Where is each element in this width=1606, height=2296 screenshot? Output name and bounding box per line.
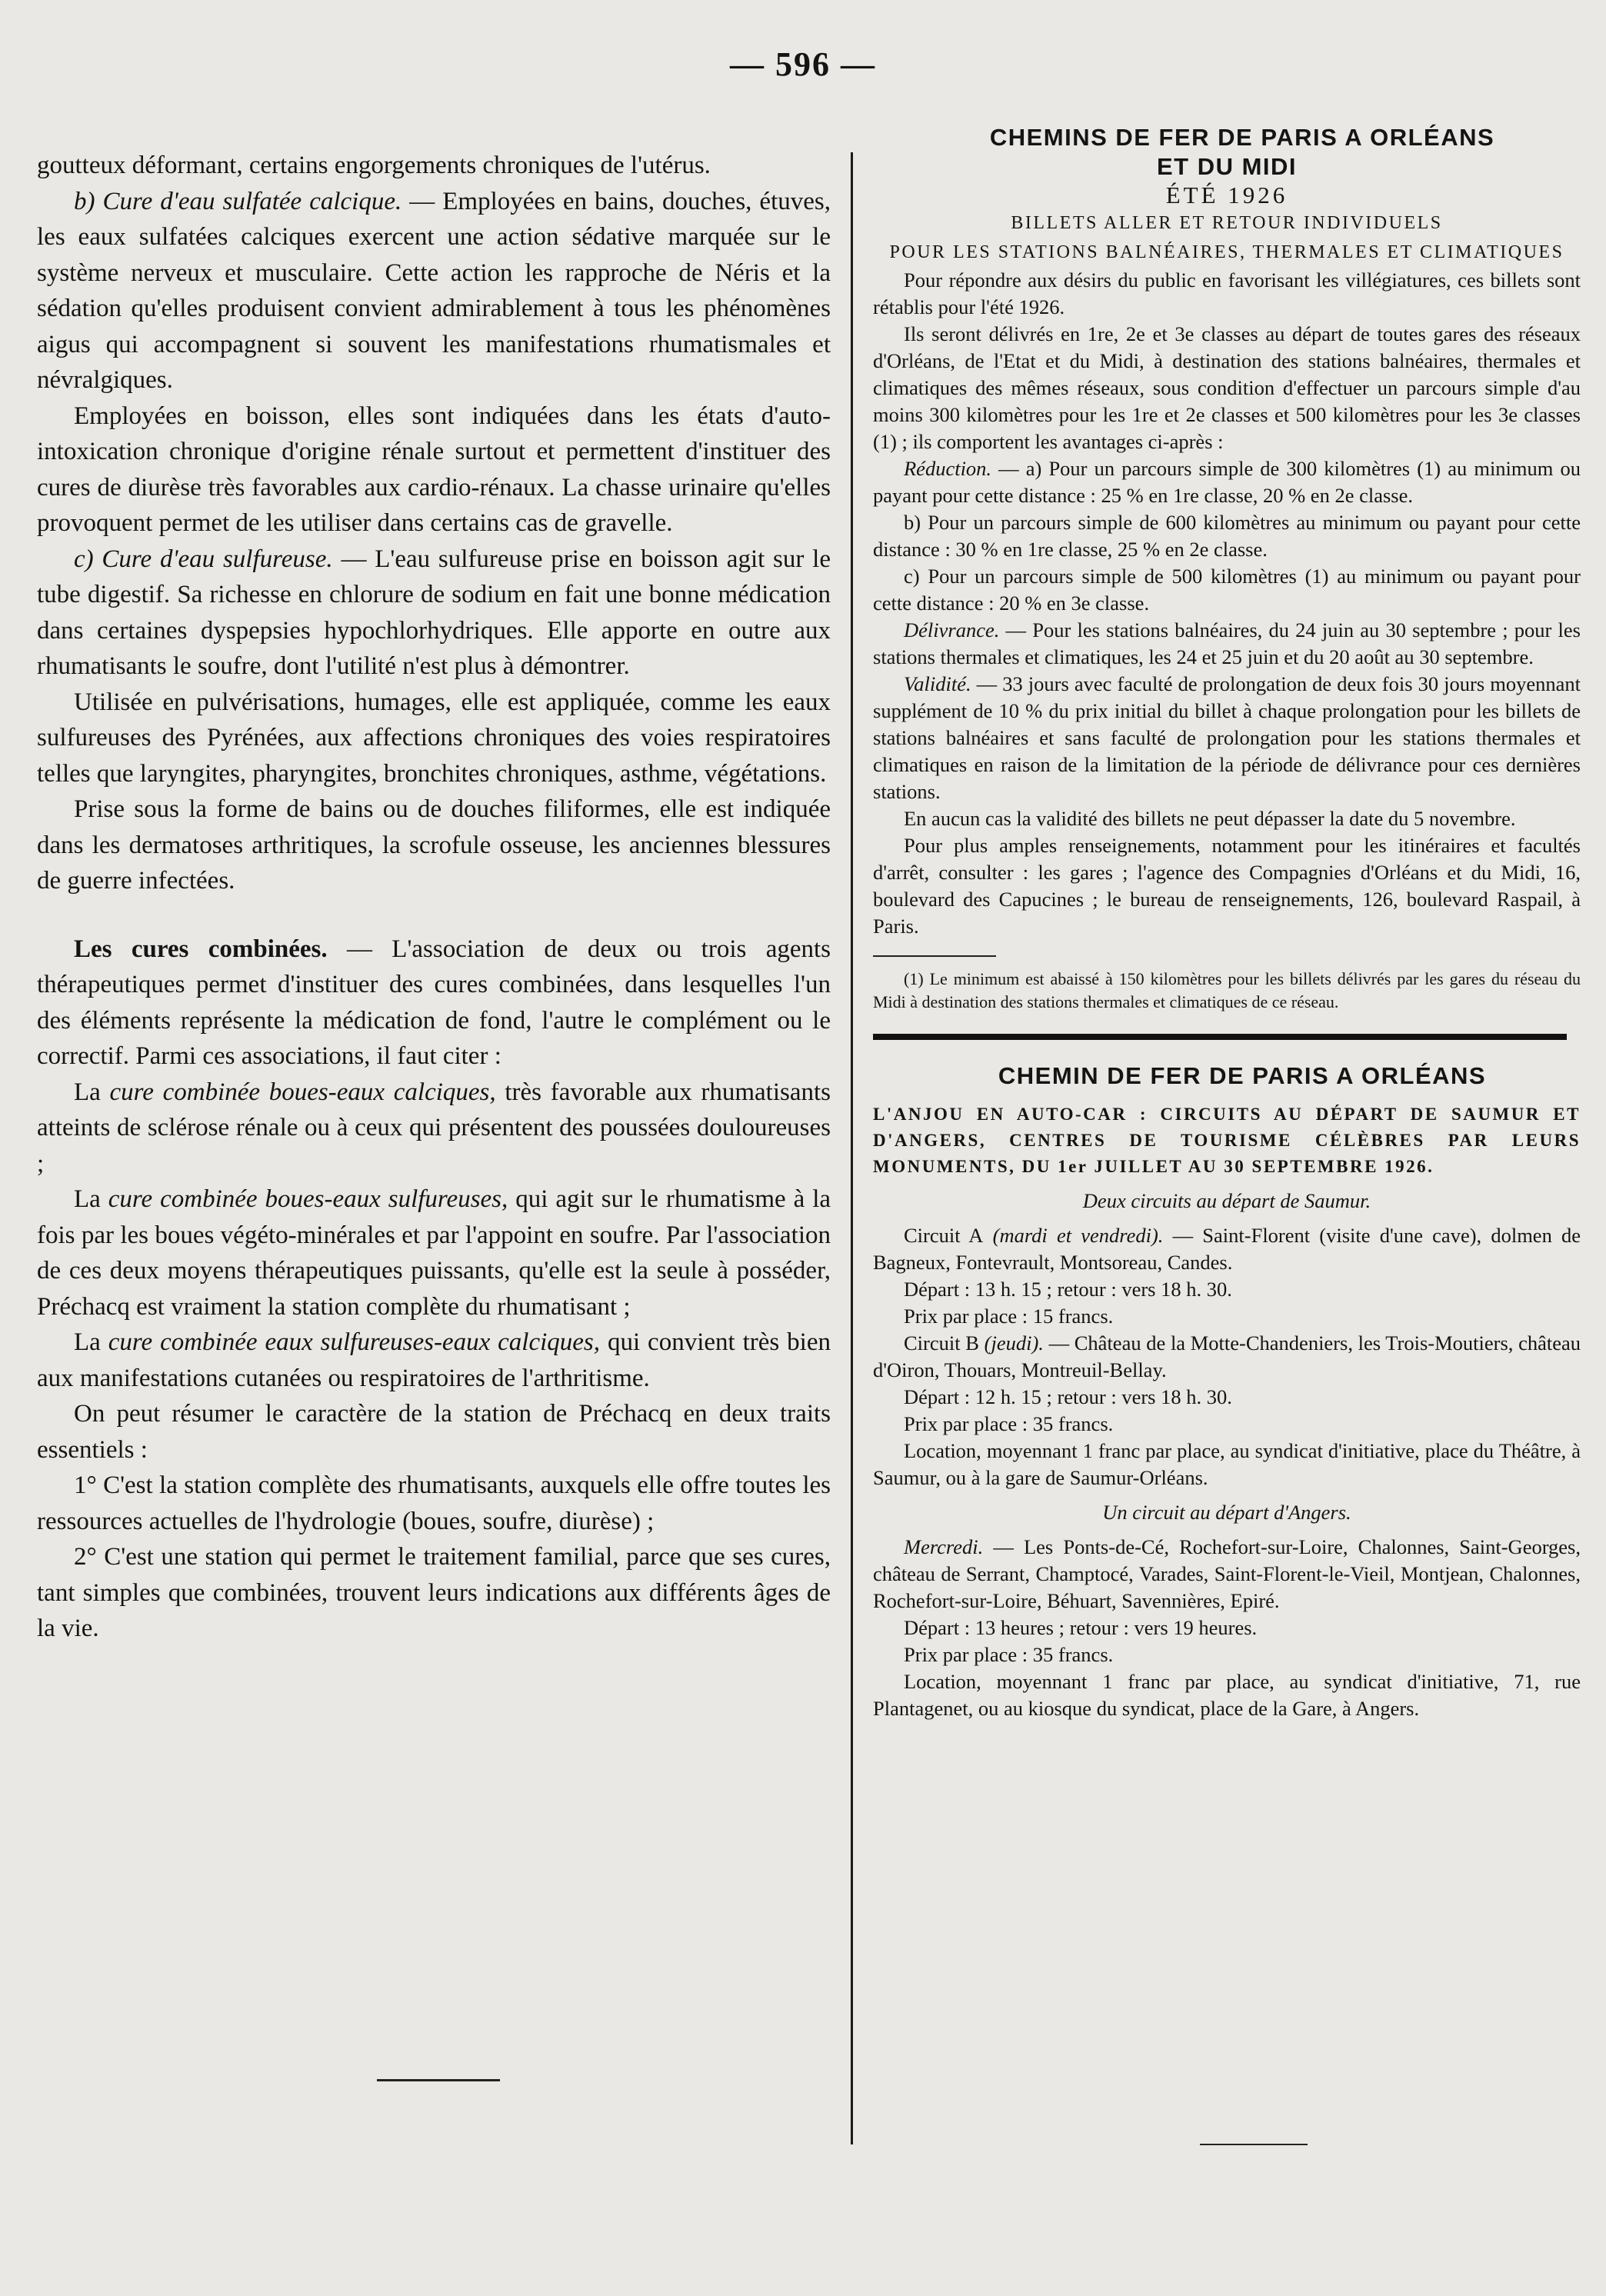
paragraph: goutteux déformant, certains engorgements chroniques de l'utérus. (37, 152, 711, 179)
circuit-heading: Un circuit au départ d'Angers. (1102, 1501, 1351, 1524)
article-title: CHEMIN DE FER DE PARIS A ORLÉANS (998, 1062, 1487, 1089)
paragraph-text: — Les Ponts-de-Cé, Rochefort-sur-Loire, Chalonnes, Saint-Georges, château de Serrant, Champtocé, Varades, Saint-Florent-le-Vieil, Montjean, Chalonnes, Rochefort-sur-Loire, Béhuart, Savennières, Epiré. (873, 1535, 1581, 1612)
paragraph-text: — L'association de deux ou trois agents thérapeutiques permet d'instituer des cures combinées, dans lesquelles l'un des éléments représente la médication de fond, l'autre le complément ou le correctif. Parmi ces associations, il faut citer : (37, 935, 831, 1070)
paragraph-text: qui convient très bien aux manifestations cutanées ou respiratoires de l'arthritisme. (37, 1328, 831, 1392)
paragraph (873, 671, 1581, 805)
paragraph (873, 617, 1581, 671)
footnote: (1) Le minimum est abaissé à 150 kilomètres pour les billets délivrés par les gares du réseau du Midi à destination des stations thermales et climatiques de ce réseau. (873, 969, 1581, 1011)
run-in-heading: Réduction. (904, 457, 992, 480)
title-line: ET DU MIDI (1156, 153, 1298, 180)
paragraph-text: La (74, 1078, 110, 1106)
left-column (37, 148, 831, 1647)
paragraph-text: La (74, 1328, 108, 1356)
run-in-heading: Délivrance. (904, 618, 1000, 641)
cure-name: cure combinée boues-eaux calciques, (109, 1078, 496, 1106)
run-in-heading: Mercredi. (904, 1535, 984, 1558)
circuit-label: Circuit A (904, 1224, 984, 1247)
run-in-heading: Validité. (904, 672, 971, 695)
run-in-heading: c) Cure d'eau sulfureuse. (74, 545, 333, 573)
subtitle-line: BILLETS ALLER ET RETOUR INDIVIDUELS (1011, 213, 1443, 233)
right-column (873, 123, 1581, 1722)
paragraph-text: — Saint-Florent (visite d'une cave), dolmen de Bagneux, Fontevrault, Montsoreau, Candes. (873, 1224, 1581, 1274)
article-title (873, 123, 1581, 182)
paragraph: Utilisée en pulvérisations, humages, elle est appliquée, comme les eaux sulfureuses des Pyrénées, aux affections chroniques des voies respiratoires telles que laryngites, pharyngites, bronchites chroniques, asthme, végétations. (37, 688, 831, 788)
subtitle (873, 208, 1581, 267)
paragraph: Départ : 13 h. 15 ; retour : vers 18 h. 30. (904, 1278, 1232, 1301)
paragraph: Prix par place : 35 francs. (904, 1412, 1114, 1435)
cure-name: cure combinée boues-eaux sulfureuses, (108, 1185, 508, 1213)
season-heading: ÉTÉ 1926 (1165, 182, 1288, 208)
circuit-days: (mardi et vendredi). (983, 1224, 1164, 1247)
subtitle: L'ANJOU EN AUTO-CAR : CIRCUITS AU DÉPART DE SAUMUR ET D'ANGERS, CENTRES DE TOURISME CÉLÈBRES PAR LEURS MONUMENTS, DU 1er JUILLET AU 30 SEPTEMBRE 1926. (873, 1105, 1581, 1176)
end-rule (1200, 2144, 1308, 2145)
paragraph: Départ : 13 heures ; retour : vers 19 heures. (904, 1616, 1258, 1639)
cure-name: cure combinée eaux sulfureuses-eaux calciques, (108, 1328, 601, 1356)
paragraph (873, 1330, 1581, 1384)
section-heading: Les cures combinées. (74, 935, 328, 963)
paragraph-text: qui agit sur le rhumatisme à la fois par les boues végéto-minérales et par l'appoint en soufre. Par l'association de ces deux moyens thérapeutiques puissants, qu'elle est la seule à posséder, Préchacq est vraiment la station complète du rhumatisant ; (37, 1185, 831, 1321)
footnote-rule (873, 955, 996, 957)
paragraph (873, 1534, 1581, 1615)
paragraph-text: — Employées en bains, douches, étuves, les eaux sulfatées calciques exercent une action sédative marquée sur le système nerveux et musculaire. Cette action les rapproche de Néris et la sédation qu'elles produisent convient admirablement à tous les phénomènes aigus qui accompagnent si souvent les manifestations rhumatismales et névralgiques. (37, 187, 831, 394)
column-divider (851, 152, 853, 2144)
paragraph (37, 542, 831, 685)
paragraph-text: — Pour les stations balnéaires, du 24 juin au 30 septembre ; pour les stations thermales et climatiques, les 24 et 25 juin et du 20 août au 30 septembre. (873, 618, 1581, 668)
paragraph: c) Pour un parcours simple de 500 kilomètres (1) au minimum ou payant pour cette distance : 20 % en 3e classe. (873, 565, 1581, 615)
paragraph (873, 455, 1581, 509)
section-rule (873, 1034, 1567, 1040)
paragraph: Employées en boisson, elles sont indiquées dans les états d'auto-intoxication chronique d'origine rénale surtout et permettent d'instituer des cures de diurèse très favorables aux cardio-rénaux. La chasse urinaire qu'elles provoquent permet de les utiliser dans certains cas de gravelle. (37, 402, 831, 537)
paragraph: b) Pour un parcours simple de 600 kilomètres au minimum ou payant pour cette distance : 30 % en 1re classe, 25 % en 2e classe. (873, 511, 1581, 561)
paragraph: Départ : 12 h. 15 ; retour : vers 18 h. 30. (904, 1385, 1232, 1408)
paragraph (37, 1181, 831, 1325)
paragraph-text: — Château de la Motte-Chandeniers, les Trois-Moutiers, château d'Oiron, Thouars, Montreuil-Bellay. (873, 1331, 1581, 1381)
paragraph (873, 1222, 1581, 1276)
circuit-label: Circuit B (904, 1331, 979, 1355)
paragraph: On peut résumer le caractère de la station de Préchacq en deux traits essentiels : (37, 1400, 831, 1464)
paragraph: 1° C'est la station complète des rhumatisants, auxquels elle offre toutes les ressources actuelles de l'hydrologie (boues, soufre, diurèse) ; (37, 1471, 831, 1535)
end-rule (377, 2079, 500, 2081)
paragraph (37, 931, 831, 1075)
paragraph (37, 184, 831, 398)
paragraph: Prix par place : 35 francs. (904, 1643, 1114, 1666)
paragraph (37, 1075, 831, 1182)
paragraph: Pour répondre aux désirs du public en favorisant les villégiatures, ces billets sont rétablis pour l'été 1926. (873, 268, 1581, 318)
run-in-heading: b) Cure d'eau sulfatée calcique. (74, 187, 402, 215)
title-line: CHEMINS DE FER DE PARIS A ORLÉANS (989, 124, 1495, 151)
subtitle-line: POUR LES STATIONS BALNÉAIRES, THERMALES ET CLIMATIQUES (889, 242, 1564, 262)
paragraph: Ils seront délivrés en 1re, 2e et 3e classes au départ de toutes gares des réseaux d'Orléans, de l'Etat et du Midi, à destination des stations balnéaires, thermales et climatiques des mêmes réseaux, sous condition d'effectuer un parcours simple d'au moins 300 kilomètres pour les 1re et 2e classes et 500 kilomètres pour les 3e classes (1) ; ils comportent les avantages ci-après : (873, 322, 1581, 453)
paragraph-text: — 33 jours avec faculté de prolongation de deux fois 30 jours moyennant supplément de 10 % du prix initial du billet à chaque prolongation pour les billets de stations balnéaires et sans faculté de prolongation pour les stations thermales et climatiques en raison de la limitation de la période de délivrance pour ces dernières stations. (873, 672, 1581, 803)
paragraph: Pour plus amples renseignements, notamment pour les itinéraires et facultés d'arrêt, consulter : les gares ; l'agence des Compagnies d'Orléans et du Midi, 16, boulevard des Capucines ; le bureau de renseignements, 126, boulevard Raspail, à Paris. (873, 834, 1581, 938)
page-number: — 596 — (730, 45, 876, 83)
paragraph: Location, moyennant 1 franc par place, au syndicat d'initiative, place du Théâtre, à Saumur, ou à la gare de Saumur-Orléans. (873, 1439, 1581, 1489)
circuit-heading: Deux circuits au départ de Saumur. (1082, 1189, 1371, 1212)
paragraph: Location, moyennant 1 franc par place, au syndicat d'initiative, 71, rue Plantagenet, ou au kiosque du syndicat, place de la Gare, à Angers. (873, 1670, 1581, 1720)
paragraph-text: — a) Pour un parcours simple de 300 kilomètres (1) au minimum ou payant pour cette distance : 25 % en 1re classe, 20 % en 2e classe. (873, 457, 1581, 507)
paragraph-text: La (74, 1185, 108, 1213)
paragraph: 2° C'est une station qui permet le traitement familial, parce que ses cures, tant simples que combinées, trouvent leurs indications aux différents âges de la vie. (37, 1543, 831, 1642)
circuit-days: (jeudi). (978, 1331, 1044, 1355)
paragraph-text: très favorable aux rhumatisants atteints de sclérose rénale ou à ceux qui présentent des poussées douloureuses ; (37, 1078, 831, 1178)
paragraph-text: — L'eau sulfureuse prise en boisson agit sur le tube digestif. Sa richesse en chlorure de sodium en fait une bonne médication dans certaines dyspepsies hypochlorhydriques. Elle apporte en outre aux rhumatisants le soufre, dont l'utilité n'est plus à démontrer. (37, 545, 831, 680)
paragraph (37, 1325, 831, 1396)
paragraph: Prise sous la forme de bains ou de douches filiformes, elle est indiquée dans les dermatoses arthritiques, la scrofule osseuse, les anciennes blessures de guerre infectées. (37, 795, 831, 895)
paragraph: En aucun cas la validité des billets ne peut dépasser la date du 5 novembre. (904, 807, 1516, 830)
paragraph: Prix par place : 15 francs. (904, 1305, 1114, 1328)
